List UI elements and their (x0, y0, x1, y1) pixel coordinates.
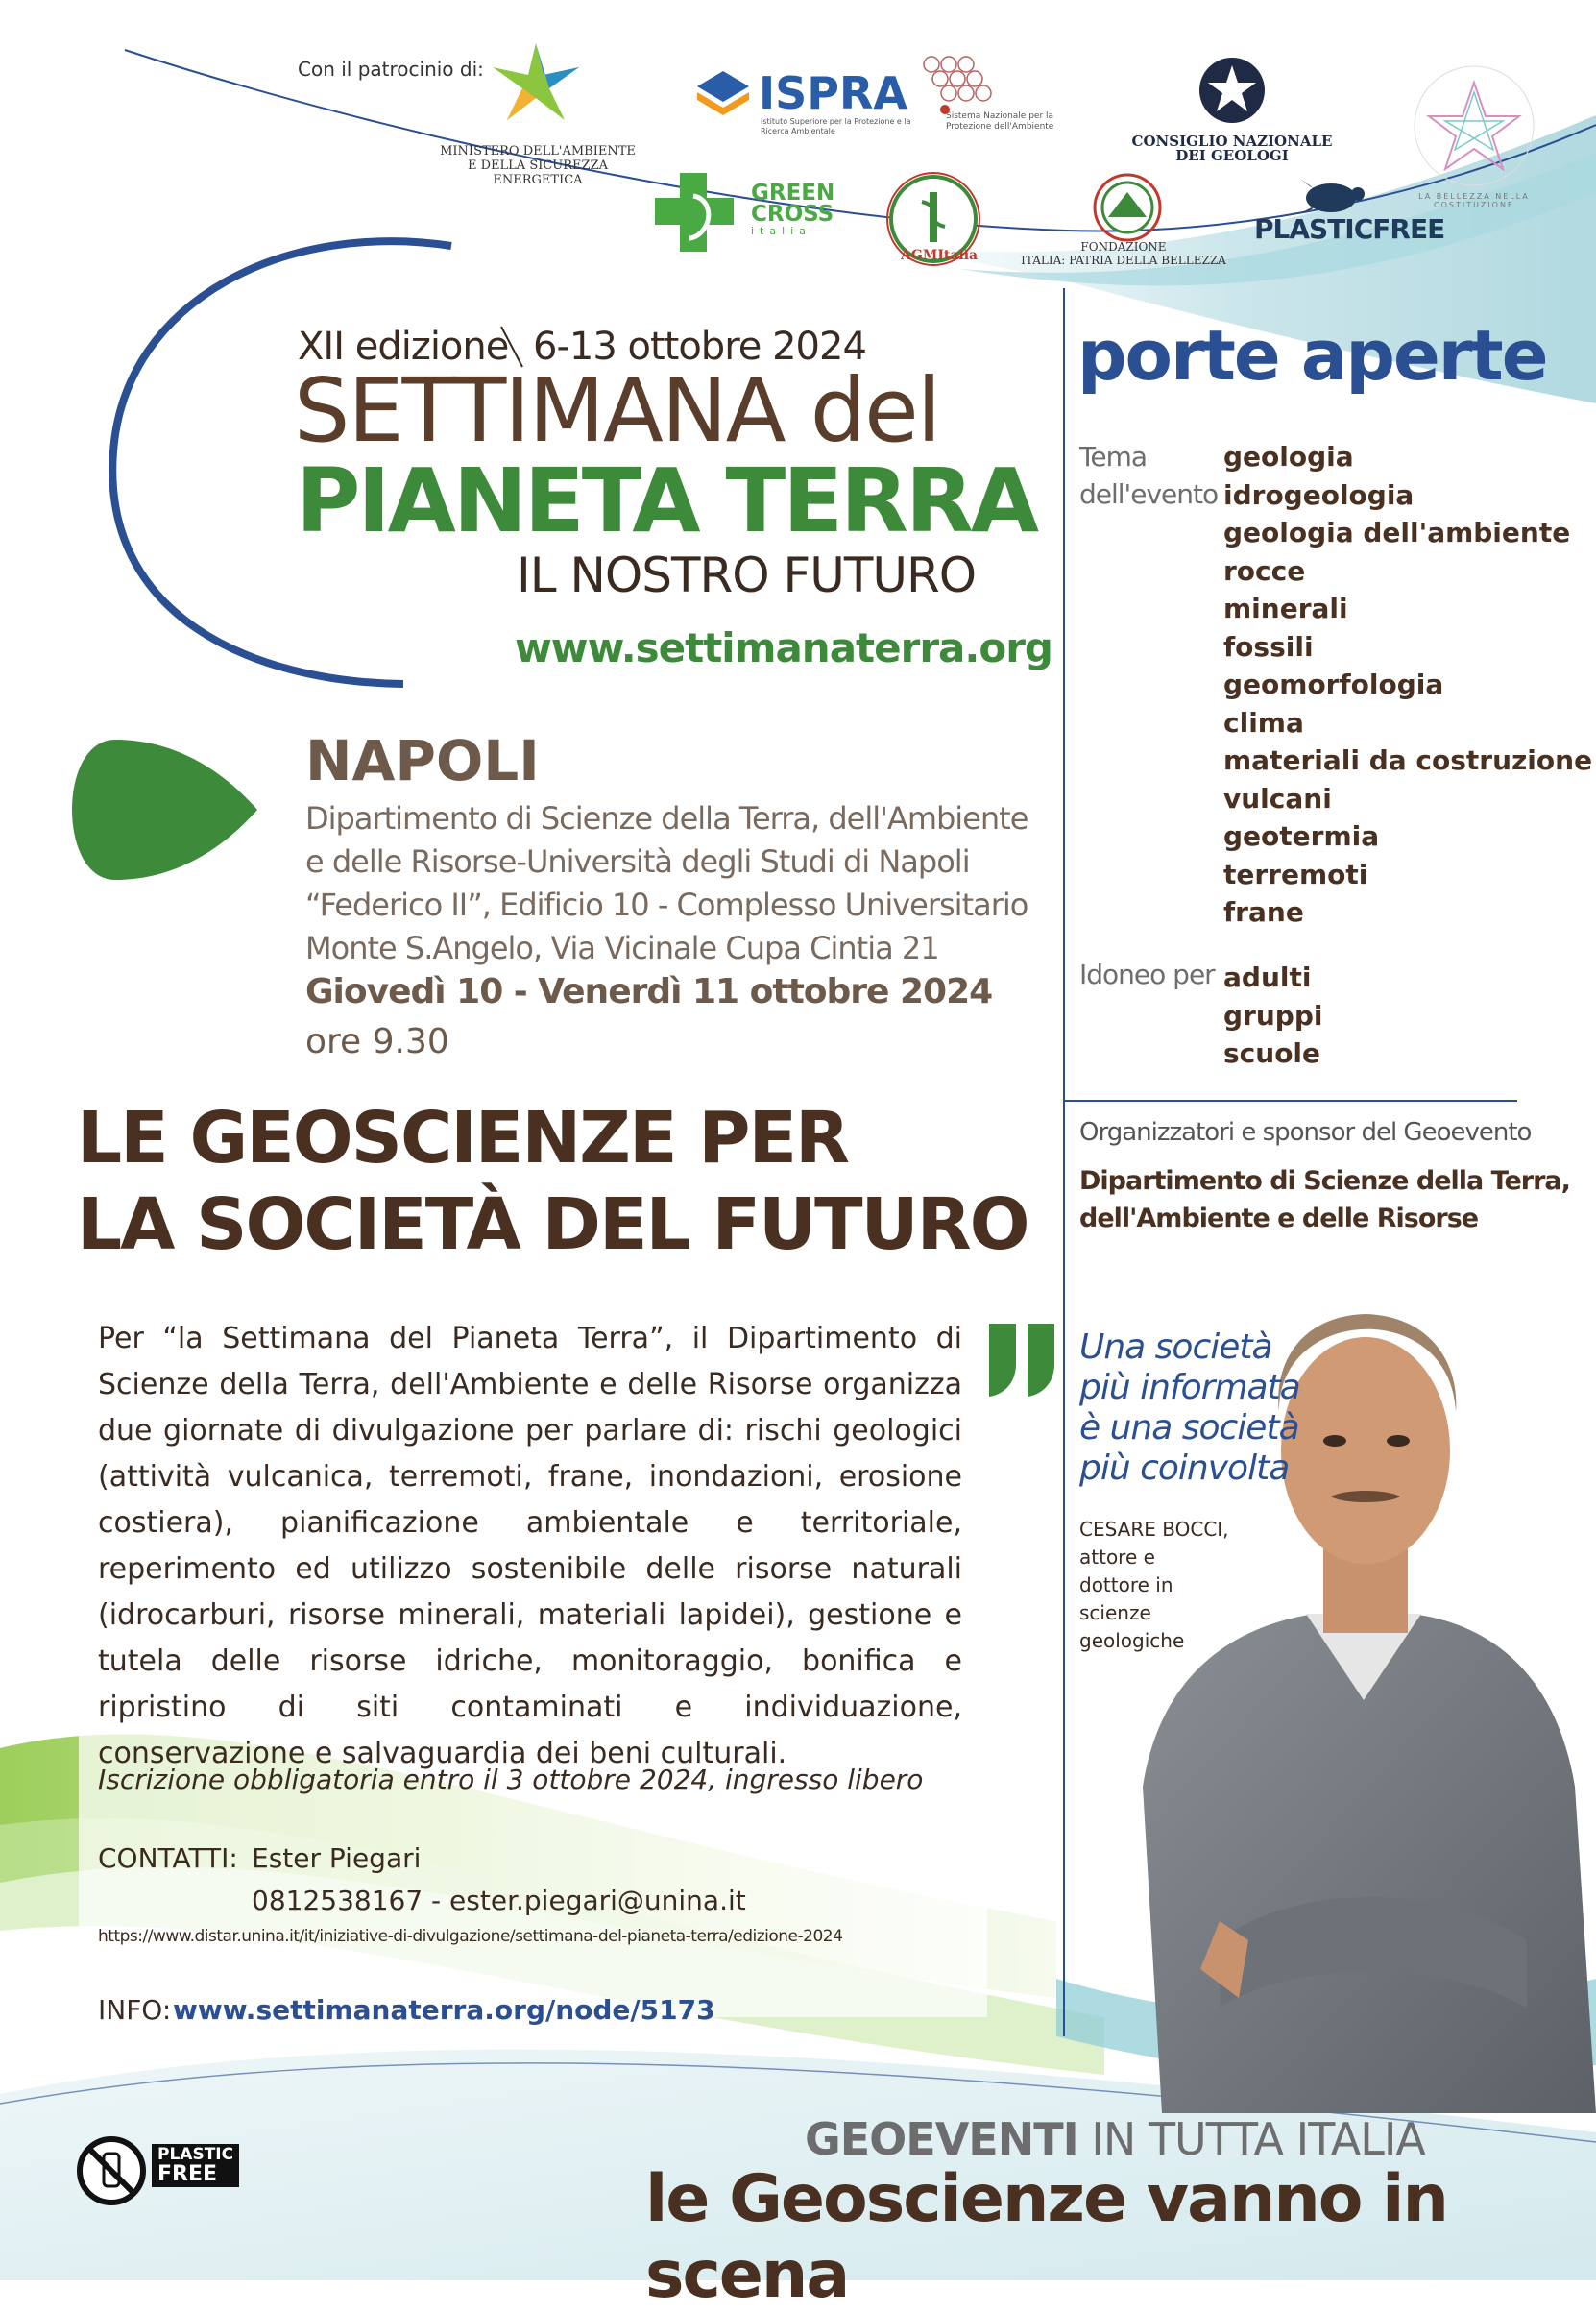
plastic-free-line-1: PLASTIC (157, 2145, 234, 2164)
address-line: Monte S.Angelo, Via Vicinale Cupa Cintia 21 (305, 930, 939, 966)
address-line: e delle Risorse-Università degli Studi di Napoli (305, 843, 970, 880)
location-city: NAPOLI (305, 728, 540, 793)
contacts-label: CONTATTI: (98, 1842, 238, 1874)
event-title-line-2: LA SOCIETÀ DEL FUTURO (77, 1183, 1028, 1266)
geoeventi-line (805, 2113, 1425, 2165)
ispra-name: ISPRA (759, 67, 907, 119)
title-nostro-futuro: IL NOSTRO FUTURO (517, 548, 977, 603)
header-website[interactable]: www.settimanaterra.org (515, 624, 1052, 671)
address-line: Dipartimento di Scienze della Terra, dell'Ambiente (305, 800, 1028, 837)
cng-name: CONSIGLIO NAZIONALE DEI GEOLOGI (1131, 133, 1333, 164)
theme-item: terremoti (1223, 858, 1368, 890)
bellezza-name: LA BELLEZZA NELLA COSTITUZIONE (1418, 192, 1530, 209)
plastic-free-badge (152, 2144, 239, 2187)
turtle-icon (1296, 173, 1366, 215)
theme-item: clima (1223, 706, 1304, 739)
green-cross-name-2: CROSS (751, 202, 834, 227)
event-description: Per “la Settimana del Pianeta Terra”, il Dipartimento di Scienze della Terra, dell'Ambiente e delle Risorse organizza due giornate di divulgazione per parlare di: rischi geologici (attività vulcanica, terremoti, frane, inondazioni, erosione costiera), pianificazione ambientale e territoriale, reperimento ed utilizzo sostenibile delle risorse naturali (idrocarburi, risorse minerali, materiali lapidei), gestione e tutela delle risorse idriche, monitoraggio, bonifica e ripristino di siti contaminati e individuazione, conservazione e salvaguardia dei beni culturali. (98, 1322, 962, 1770)
title-pianeta-terra: PIANETA TERRA (296, 450, 1037, 552)
snpa-hexagons-icon (912, 50, 1008, 117)
audience-list (1223, 959, 1322, 1073)
theme-item: geologia dell'ambiente (1223, 517, 1571, 548)
theme-item: minerali (1223, 593, 1348, 624)
edition-label: XII edizione (298, 325, 509, 369)
title-settimana: SETTIMANA del (294, 359, 940, 462)
location-address (305, 797, 1028, 970)
fondazione-emblem-icon (1079, 159, 1175, 246)
green-cross-icon (651, 169, 739, 256)
cng-emblem-icon (1197, 52, 1268, 129)
tema-label: Tema dell'evento (1079, 441, 1219, 510)
ministero-star-icon (488, 38, 584, 125)
footer-tagline: le Geoscienze vanno in scena (645, 2161, 1447, 2313)
audience-item: gruppi (1223, 999, 1323, 1032)
plastic-free-icon (75, 2134, 148, 2207)
plastic-free-line-2: FREE (157, 2162, 218, 2186)
theme-item: rocce (1223, 554, 1306, 587)
registration-note: Iscrizione obbligatoria entro il 3 ottobre 2024, ingresso libero (98, 1764, 924, 1795)
info-url[interactable]: www.settimanaterra.org/node/5173 (173, 1994, 715, 2026)
theme-item: frane (1223, 896, 1304, 928)
idoneo-label: Idoneo per (1079, 959, 1215, 990)
address-line: “Federico II”, Edificio 10 - Complesso Universitario (305, 887, 1028, 923)
green-cross-name-1: GREEN (751, 181, 835, 206)
green-cross-name-3: italia (751, 225, 811, 237)
theme-list (1223, 438, 1592, 932)
theme-item: geotermia (1223, 820, 1380, 852)
contact-details[interactable]: 0812538167 - ester.piegari@unina.it (252, 1885, 746, 1916)
porte-aperte-heading: porte aperte (1077, 315, 1547, 396)
snpa-name: Sistema Nazionale per la Protezione dell'Ambiente (946, 111, 1054, 132)
geoeventi-rest: IN TUTTA ITALIA (1077, 2113, 1425, 2165)
event-title-line-1: LE GEOSCIENZE PER (77, 1097, 849, 1180)
ministero-name: MINISTERO DELL'AMBIENTE E DELLA SICUREZZA ENERGETICA (440, 144, 636, 187)
quote-text: Una società più informata è una società più coinvolta (1079, 1327, 1300, 1488)
fondazione-name: FONDAZIONE ITALIA: PATRIA DELLA BELLEZZA (1021, 240, 1226, 267)
theme-item: geomorfologia (1223, 669, 1444, 700)
theme-item: geologia (1223, 441, 1354, 473)
theme-item: vulcani (1223, 782, 1332, 815)
agmi-name: AGMItalia (901, 248, 979, 263)
theme-item: idrogeologia (1223, 478, 1415, 511)
plasticfree-name: PLASTICFREE (1254, 213, 1445, 245)
organizers-label: Organizzatori e sponsor del Geoevento (1079, 1118, 1532, 1147)
edition-dates: 6-13 ottobre 2024 (533, 325, 866, 369)
organizers-name: Dipartimento di Scienze della Terra, dell'Ambiente e delle Risorse (1079, 1166, 1570, 1233)
location-time: ore 9.30 (305, 1022, 449, 1061)
audience-item: scuole (1223, 1037, 1321, 1069)
contact-name: Ester Piegari (252, 1842, 422, 1874)
bellezza-star-icon (1402, 54, 1546, 198)
ispra-icon (695, 69, 751, 119)
theme-item: materiali da costruzione (1223, 744, 1593, 776)
quote-author: CESARE BOCCI, attore e dottore in scienze geologiche (1079, 1518, 1229, 1652)
info-label: INFO: (98, 1994, 172, 2026)
ispra-subtitle: Istituto Superiore per la Protezione e la Ricerca Ambientale (761, 117, 911, 135)
location-days: Giovedì 10 - Venerdì 11 ottobre 2024 (305, 972, 993, 1011)
theme-item: fossili (1223, 630, 1314, 663)
audience-item: adulti (1223, 962, 1312, 993)
geoeventi-bold: GEOEVENTI (805, 2113, 1078, 2165)
patronage-label: Con il patrocinio di: (298, 58, 484, 81)
contact-url[interactable]: https://www.distar.unina.it/it/iniziative-di-divulgazione/settimana-del-pianeta-terra/edizione-2024 (98, 1927, 843, 1946)
